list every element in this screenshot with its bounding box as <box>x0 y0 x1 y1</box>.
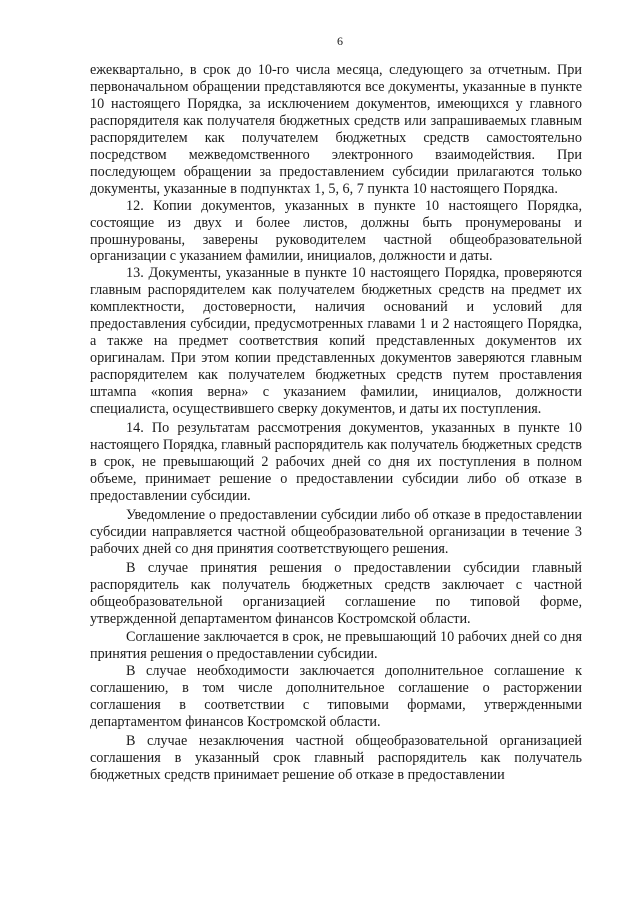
paragraph-agreement-deadline: Соглашение заключается в срок, не превышающий 10 рабочих дней со дня принятия решения о предоставлении субсидии. <box>90 629 582 663</box>
paragraph-continuation: ежеквартально, в срок до 10-го числа месяца, следующего за отчетным. При первоначальном обращении представляются все документы, указанные в пункте 10 настоящего Порядка, за исключением документов, имеющихся у главного распорядителя как получателя бюджетных средств или запрашиваемых главным распорядителем как получателем бюджетных средств самостоятельно посредством межведомственного электронного взаимодействия. При последующем обращении за предоставлением субсидии прилагаются только документы, указанные в подпунктах 1, 5, 6, 7 пункта 10 настоящего Порядка. <box>90 62 582 197</box>
paragraph-item-14: 14. По результатам рассмотрения документов, указанных в пункте 10 настоящего Порядка, главный распорядитель как получатель бюджетных средств в срок, не превышающий 2 рабочих дней со дня их поступления в полном объеме, принимает решение о предоставлении субсидии либо об отказе в предоставлении субсидии. <box>90 420 582 504</box>
paragraph-item-12: 12. Копии документов, указанных в пункте 10 настоящего Порядка, состоящие из двух и более листов, должны быть пронумерованы и прошнурованы, заверены руководителем частной общеобразовательной организации с указанием фамилии, инициалов, должности и даты. <box>90 197 582 265</box>
paragraph-agreement-conclusion: В случае принятия решения о предоставлении субсидии главный распорядитель как получатель бюджетных средств заключает с частной общеобразовательной организацией соглашение по типовой форме, утвержденной департаментом финансов Костромской области. <box>90 559 582 627</box>
paragraph-additional-agreement: В случае необходимости заключается дополнительное соглашение к соглашению, в том числе дополнительное соглашение о расторжении соглашения в соответствии с типовыми формами, утвержденными департаментом финансов Костромской области. <box>90 663 582 731</box>
paragraph-non-conclusion: В случае незаключения частной общеобразовательной организацией соглашения в указанный срок главный распорядитель как получатель бюджетных средств принимает решение об отказе в предоставлении <box>90 733 582 784</box>
page-number: 6 <box>337 34 343 48</box>
paragraph-item-13: 13. Документы, указанные в пункте 10 настоящего Порядка, проверяются главным распорядителем как получателем бюджетных средств на предмет их комплектности, достоверности, наличия оснований и условий для предоставления субсидии, предусмотренных главами 1 и 2 настоящего Порядка, а также на предмет соответствия копий представленных документов их оригиналам. При этом копии представленных документов заверяются главным распорядителем как получателем бюджетных средств путем проставления штампа «копия верна» с указанием фамилии, инициалов, должности специалиста, осуществившего сверку документов, и даты их поступления. <box>90 265 582 418</box>
paragraph-notification: Уведомление о предоставлении субсидии либо об отказе в предоставлении субсидии направляется частной общеобразовательной организации в течение 3 рабочих дней со дня принятия соответствующего решения. <box>90 506 582 557</box>
